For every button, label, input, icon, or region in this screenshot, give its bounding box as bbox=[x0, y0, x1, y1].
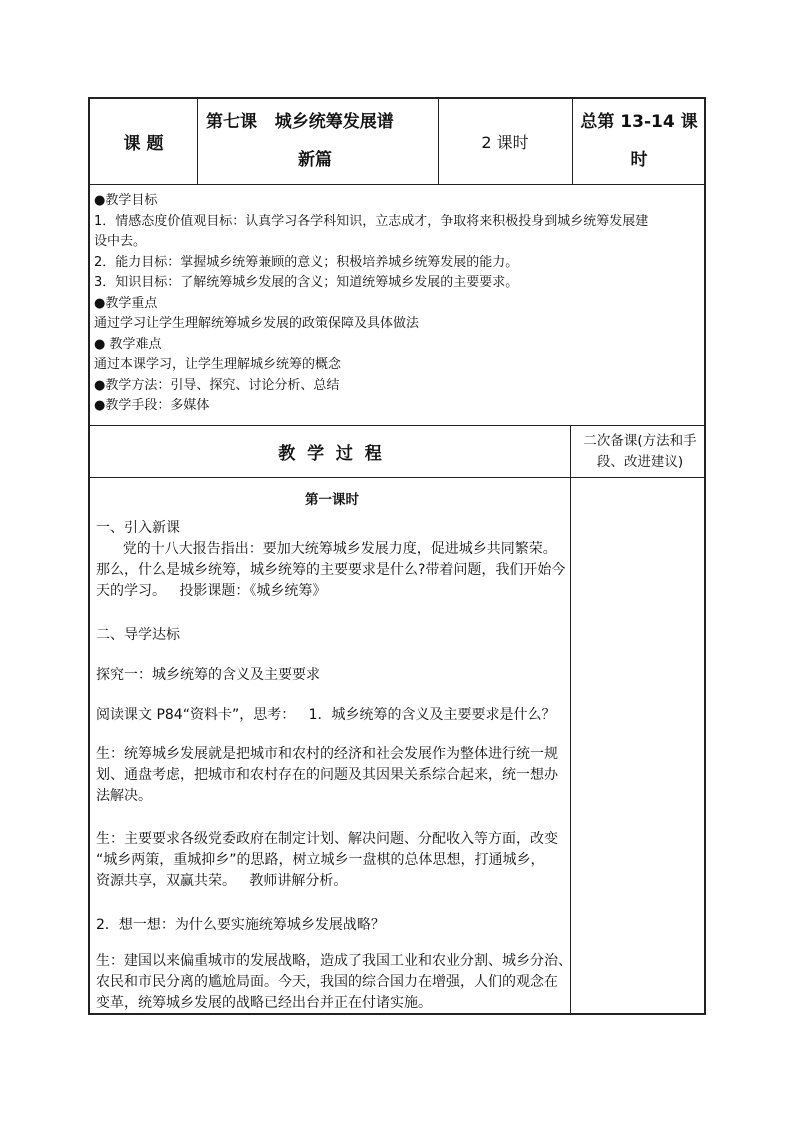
lesson-title-line2: 新篇 bbox=[298, 150, 332, 170]
lesson-title-line1: 第七课 城乡统筹发展谱 bbox=[206, 112, 394, 132]
col-divider bbox=[572, 99, 573, 184]
objective-line: ●教学方法：引导、探究、讨论分析、总结 bbox=[94, 377, 340, 393]
objective-line: 通过本课学习，让学生理解城乡统筹的概念 bbox=[94, 357, 342, 372]
hours-value: 2 课时 bbox=[481, 133, 529, 152]
answer-line: 生：建国以来偏重城市的发展战略，造成了我国工业和农业分割、城乡分治、 bbox=[96, 953, 572, 969]
hours-cell bbox=[438, 99, 572, 184]
objective-line: ●教学重点 bbox=[94, 295, 158, 311]
explore-heading: 探究一：城乡统筹的含义及主要要求 bbox=[96, 667, 320, 683]
objective-line: ●教学目标 bbox=[94, 193, 158, 208]
answer-reason bbox=[96, 951, 572, 1014]
answer-line: 划、通盘考虑，把城市和农村存在的问题及其因果关系综合起来，统一想办 bbox=[96, 767, 558, 783]
objectives-block bbox=[94, 191, 700, 417]
answer-line: 资源共享，双赢共荣。 教师讲解分析。 bbox=[96, 873, 348, 889]
total-lessons-line1: 总第 13-14 课 bbox=[580, 112, 698, 132]
total-lessons-line2: 时 bbox=[630, 150, 648, 170]
answer-line: “城乡两策，重城抑乡”的思路，树立城乡一盘棋的总体思想，打通城乡， bbox=[96, 852, 545, 868]
intro-line: 天的学习。 投影课题：《城乡统筹》 bbox=[96, 583, 327, 599]
course-label: 课 题 bbox=[123, 134, 164, 154]
answer-definition bbox=[96, 744, 568, 807]
answer-line: 变革，统筹城乡发展的战略已经出台并正在付诸实施。 bbox=[96, 995, 432, 1011]
intro-paragraph bbox=[96, 539, 568, 602]
answer-line: 生：主要要求各级党委政府在制定计划、解决问题、分配收入等方面，改变 bbox=[96, 831, 558, 847]
section-title: 第一课时 bbox=[305, 492, 359, 508]
col-divider bbox=[197, 99, 198, 184]
revision-notes-line1: 二次备课(方法和手 bbox=[583, 433, 697, 449]
revision-notes-line2: 段、改进建议) bbox=[596, 454, 684, 470]
intro-line: 党的十八大报告指出：要加大统筹城乡发展力度，促进城乡共同繁荣。 bbox=[96, 541, 557, 557]
row-divider bbox=[90, 184, 704, 185]
objective-line: 设中去。 bbox=[94, 234, 147, 249]
objective-line: ●教学手段：多媒体 bbox=[94, 398, 210, 413]
process-title: 教 学 过 程 bbox=[278, 443, 382, 464]
objective-line: 3．知识目标：了解统筹城乡发展的含义；知道统筹城乡发展的主要要求。 bbox=[94, 275, 519, 290]
revision-notes-header bbox=[574, 431, 706, 473]
answer-line: 农民和市民分离的尴尬局面。今天，我国的综合国力在增强，人们的观念在 bbox=[96, 974, 558, 990]
col-divider bbox=[570, 425, 571, 1013]
guide-heading: 二、导学达标 bbox=[96, 627, 180, 643]
objective-line: 1．情感态度价值观目标：认真学习各学科知识，立志成才，争取将来积极投身到城乡统筹发展建 bbox=[94, 213, 649, 229]
course-label-cell bbox=[90, 99, 197, 184]
total-lessons-cell bbox=[574, 103, 704, 179]
objective-line: 2．能力目标：掌握城乡统筹兼顾的意义；积极培养城乡统筹发展的能力。 bbox=[94, 254, 519, 270]
answer-line: 生：统筹城乡发展就是把城市和农村的经济和社会发展作为整体进行统一规 bbox=[96, 746, 558, 762]
think-prompt: 2．想一想：为什么要实施统筹城乡发展战略？ bbox=[96, 917, 385, 933]
intro-heading: 一、引入新课 bbox=[96, 520, 180, 536]
objective-line: ● 教学难点 bbox=[94, 336, 162, 352]
lesson-plan-table bbox=[88, 97, 706, 1015]
reading-prompt: 阅读课文 P84“资料卡”，思考： 1．城乡统筹的含义及主要要求是什么？ bbox=[96, 707, 556, 723]
process-header-cell bbox=[90, 425, 570, 477]
intro-line: 那么，什么是城乡统筹，城乡统筹的主要要求是什么?带着问题，我们开始今 bbox=[96, 562, 566, 578]
row-divider bbox=[90, 477, 704, 478]
objective-line: 通过学习让学生理解统筹城乡发展的政策保障及具体做法 bbox=[94, 316, 420, 331]
lesson-title-cell bbox=[206, 103, 434, 179]
answer-line: 法解决。 bbox=[96, 788, 152, 804]
answer-requirements bbox=[96, 829, 568, 892]
